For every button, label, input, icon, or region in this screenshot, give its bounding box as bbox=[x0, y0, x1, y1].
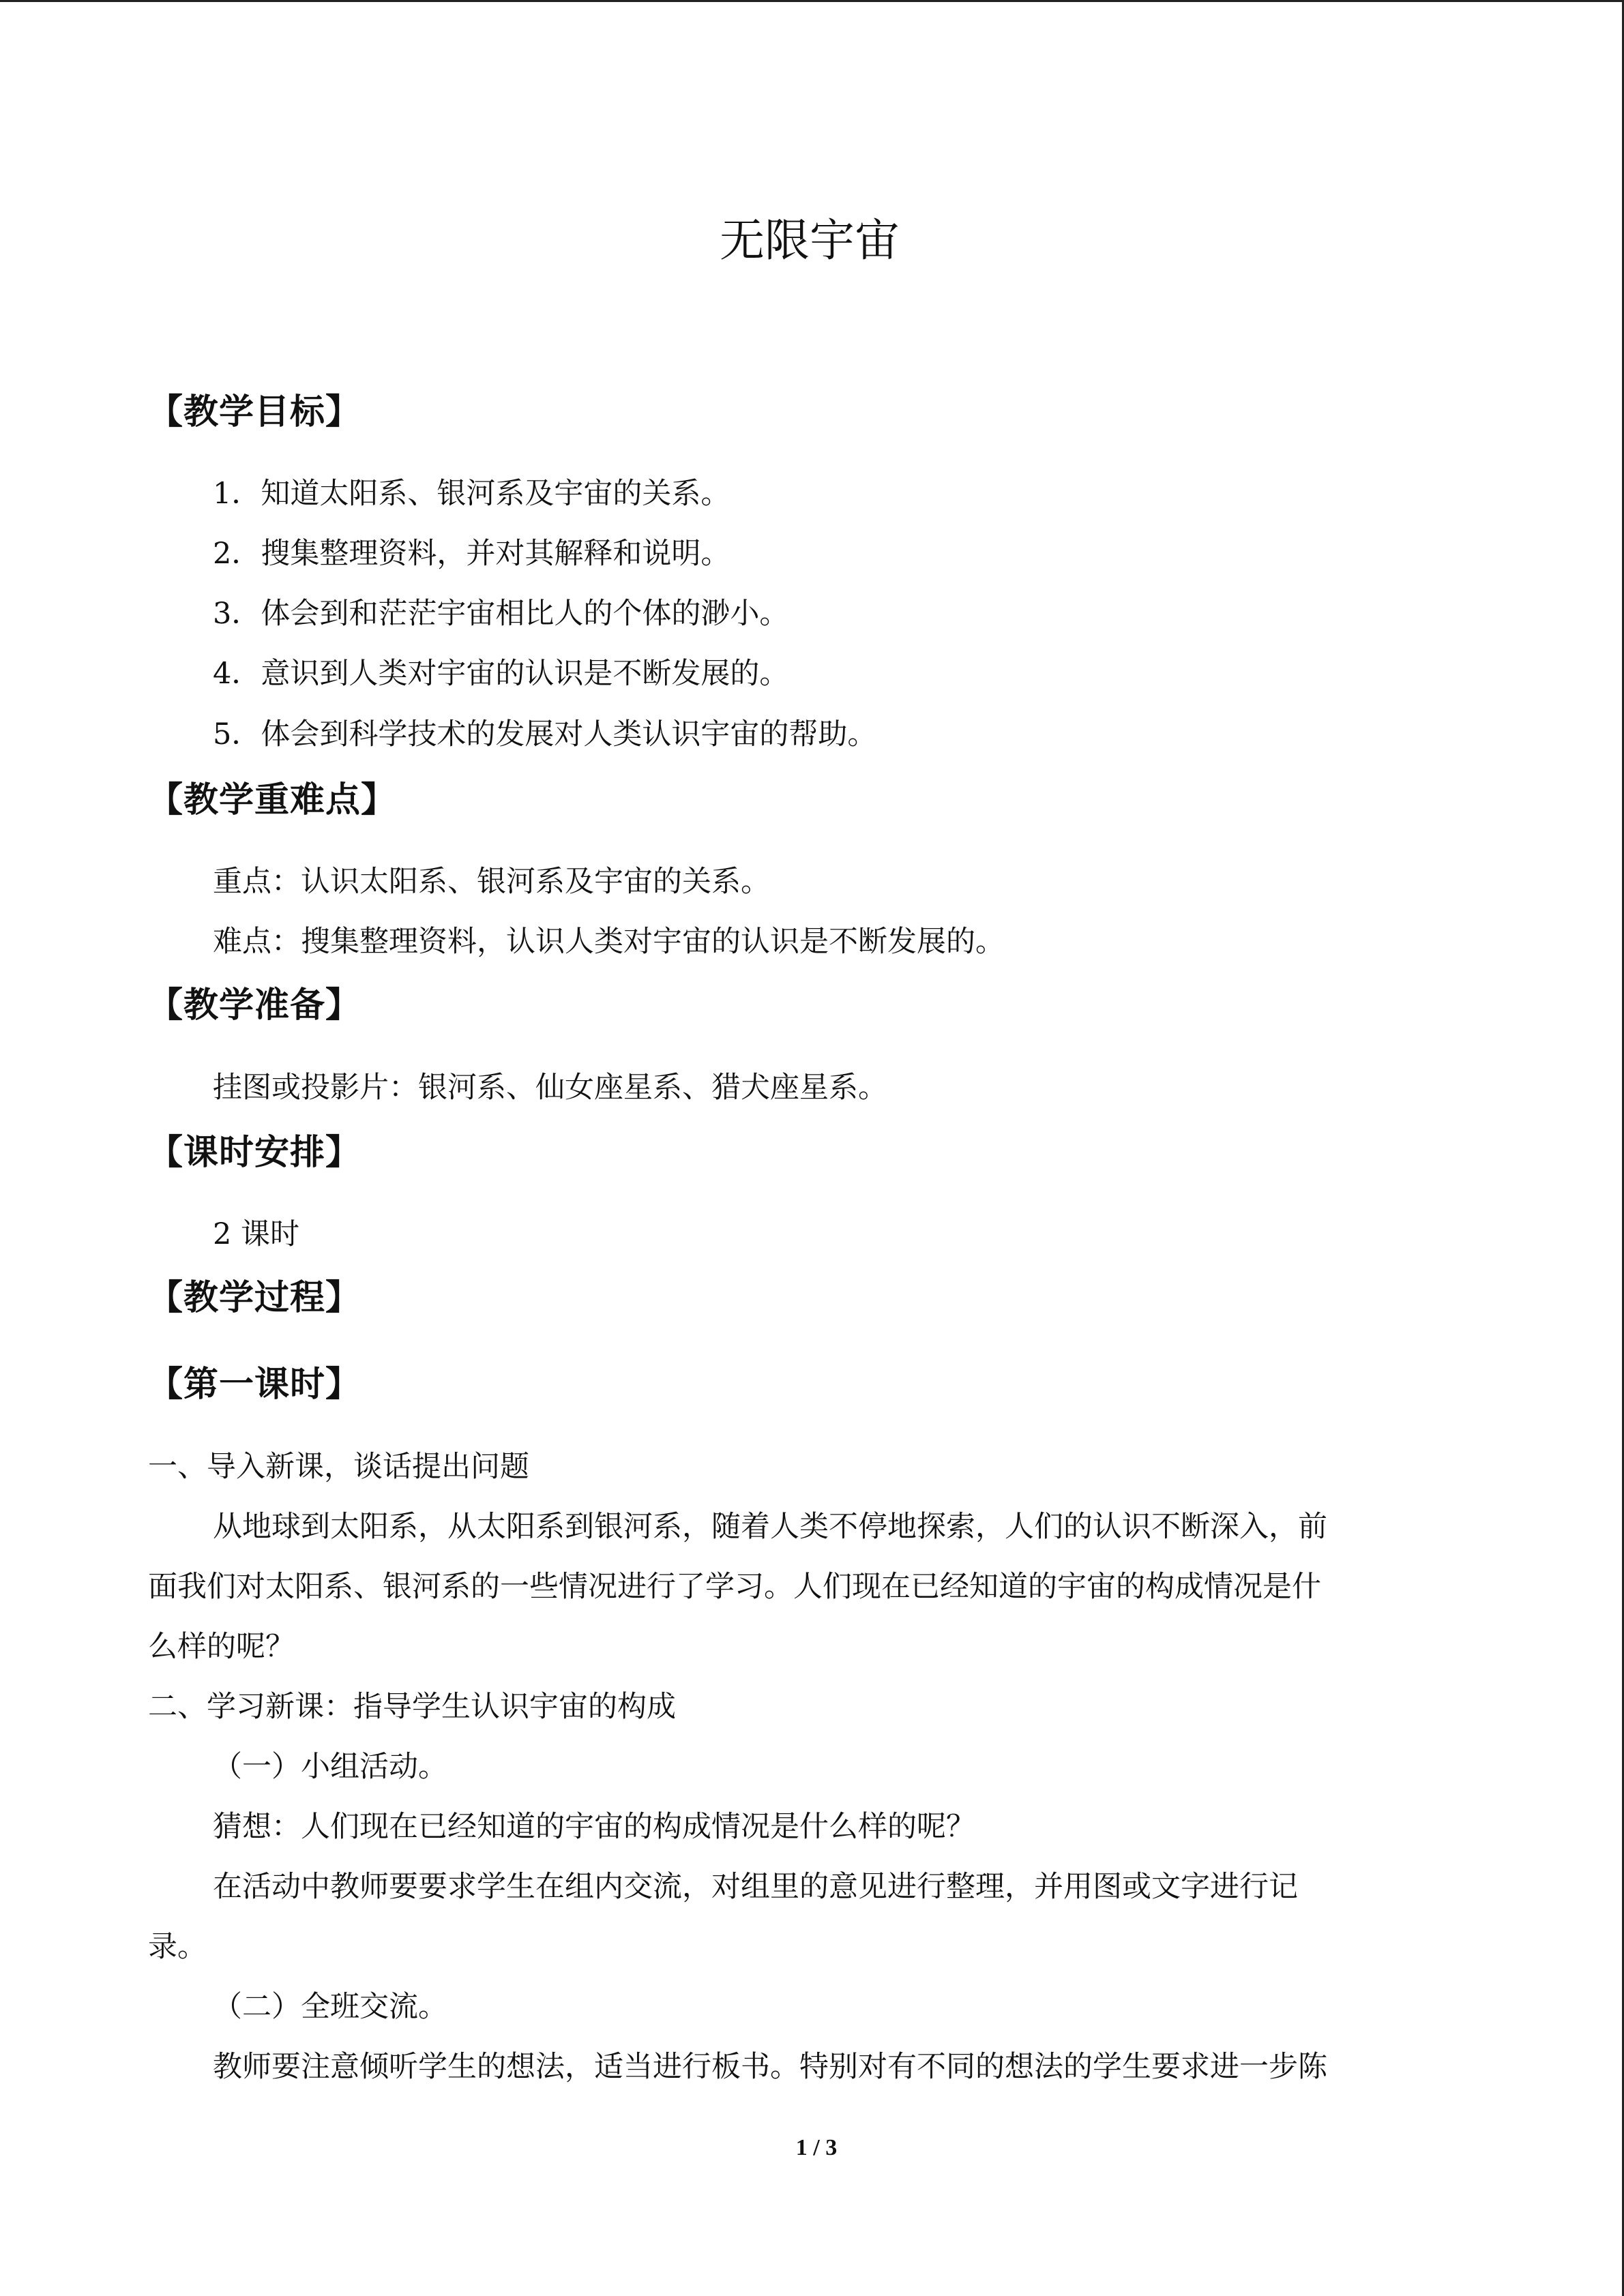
objective-item-3: 3．体会到和茫茫宇宙相比人的个体的渺小。 bbox=[213, 597, 789, 631]
page-title: 无限宇宙 bbox=[720, 214, 900, 267]
heading-preparation: 【教学准备】 bbox=[148, 985, 361, 1026]
heading-lesson-1: 【第一课时】 bbox=[148, 1365, 361, 1405]
heading-objectives: 【教学目标】 bbox=[148, 392, 361, 432]
lesson-line-2: 从地球到太阳系，从太阳系到银河系，随着人类不停地探索，人们的认识不断深入，前 bbox=[213, 1510, 1327, 1544]
preparation-item: 挂图或投影片：银河系、仙女座星系、猎犬座星系。 bbox=[213, 1071, 887, 1105]
heading-process: 【教学过程】 bbox=[148, 1278, 361, 1318]
schedule-item: 2 课时 bbox=[213, 1217, 300, 1251]
objective-item-1: 1．知道太阳系、银河系及宇宙的关系。 bbox=[213, 477, 730, 511]
objective-item-2: 2．搜集整理资料，并对其解释和说明。 bbox=[213, 537, 730, 571]
key-point-item: 重点：认识太阳系、银河系及宇宙的关系。 bbox=[213, 865, 770, 899]
lesson-line-1: 一、导入新课，谈话提出问题 bbox=[148, 1450, 529, 1484]
lesson-line-6: （一）小组活动。 bbox=[213, 1750, 447, 1784]
objective-item-4: 4．意识到人类对宇宙的认识是不断发展的。 bbox=[213, 657, 789, 691]
page-number: 1 / 3 bbox=[795, 2135, 838, 2160]
lesson-line-9: 录。 bbox=[148, 1930, 207, 1964]
lesson-line-8: 在活动中教师要要求学生在组内交流，对组里的意见进行整理，并用图或文字进行记 bbox=[213, 1870, 1298, 1904]
heading-key-points: 【教学重难点】 bbox=[148, 780, 397, 820]
lesson-line-10: （二）全班交流。 bbox=[213, 1990, 447, 2024]
lesson-line-11: 教师要注意倾听学生的想法，适当进行板书。特别对有不同的想法的学生要求进一步陈 bbox=[213, 2050, 1327, 2084]
lesson-line-3: 面我们对太阳系、银河系的一些情况进行了学习。人们现在已经知道的宇宙的构成情况是什 bbox=[148, 1570, 1321, 1604]
objective-item-5: 5．体会到科学技术的发展对人类认识宇宙的帮助。 bbox=[213, 717, 877, 751]
lesson-line-4: 么样的呢？ bbox=[148, 1630, 295, 1664]
document-page bbox=[148, 0, 1458, 2296]
difficulty-item: 难点：搜集整理资料，认识人类对宇宙的认识是不断发展的。 bbox=[213, 925, 1005, 959]
lesson-line-5: 二、学习新课：指导学生认识宇宙的构成 bbox=[148, 1690, 676, 1724]
lesson-line-7: 猜想：人们现在已经知道的宇宙的构成情况是什么样的呢？ bbox=[213, 1810, 975, 1844]
heading-schedule: 【课时安排】 bbox=[148, 1133, 361, 1173]
